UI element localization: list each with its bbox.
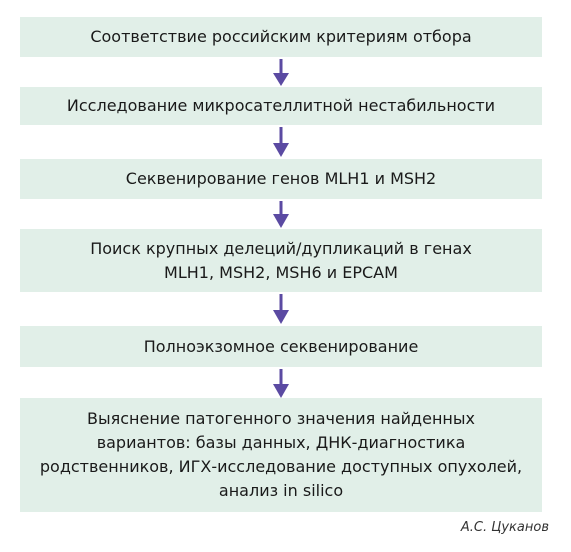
step-5-line-1: Полноэкзомное секвенирование	[143, 336, 419, 356]
step-5-exome-sequencing	[20, 326, 542, 367]
arrow-1-down-icon	[273, 59, 289, 86]
step-3-gene-sequencing	[20, 159, 542, 199]
arrow-2-down-icon	[273, 127, 289, 157]
step-6-line-3: родственников, ИГХ-исследование доступных опухолей,	[39, 457, 523, 476]
step-6-line-4: анализ in silico	[218, 481, 344, 500]
step-3-line-1: Секвенирование генов MLH1 и MSH2	[125, 169, 437, 188]
step-4-line-1: Поиск крупных делеций/дупликаций в генах	[90, 238, 472, 258]
step-6-line-2: вариантов: базы данных, ДНК-диагностика	[96, 433, 466, 452]
author-credit: А.С. Цуканов	[460, 520, 549, 535]
step-6-line-1: Выяснение патогенного значения найденных	[87, 409, 475, 428]
step-1-selection-criteria	[20, 17, 542, 57]
step-4-line-2: MLH1, MSH2, MSH6 и EPCAM	[164, 262, 398, 282]
step-2-line-1: Исследование микросателлитной нестабильности	[66, 96, 496, 115]
arrow-3-down-icon	[273, 201, 289, 228]
step-6-pathogenicity-assessment	[20, 398, 542, 512]
arrow-4-down-icon	[273, 294, 289, 324]
arrow-5-down-icon	[273, 369, 289, 398]
step-4-deletion-duplication-search	[20, 229, 542, 292]
step-1-line-1: Соответствие российским критериям отбора	[90, 27, 472, 46]
step-2-msi-testing	[20, 87, 542, 125]
